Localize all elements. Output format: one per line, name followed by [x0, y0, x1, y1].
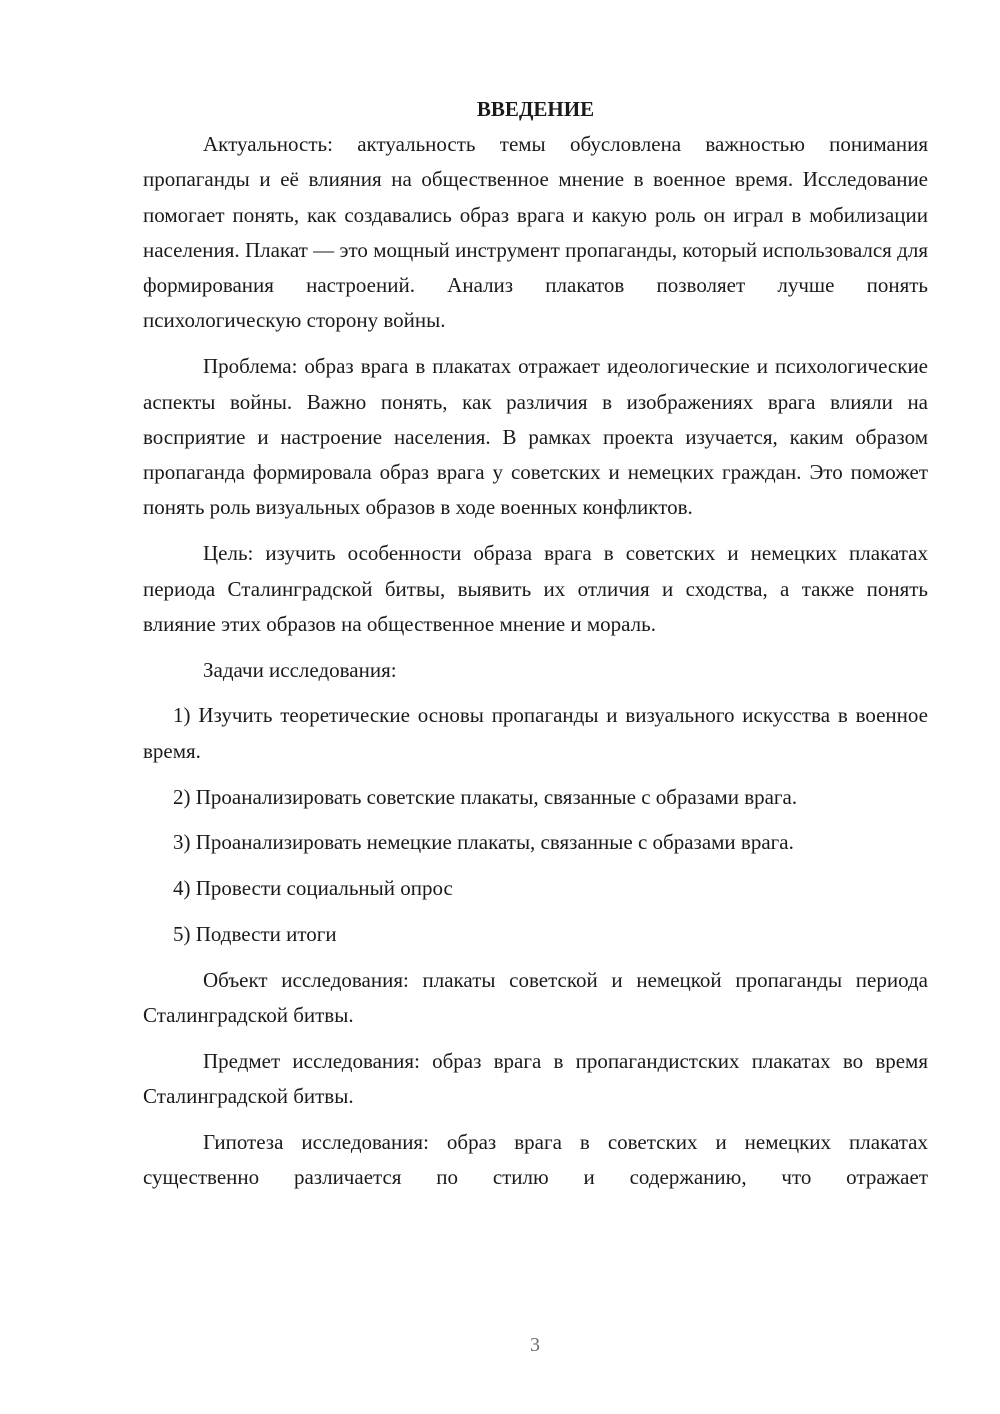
goal-paragraph: Цель: изучить особенности образа врага в советских и немецких плакатах периода Сталинградской битвы, выявить их отличия и сходства, а также понять влияние этих образов на общественное мнение и мораль. — [143, 541, 928, 636]
subject-paragraph: Предмет исследования: образ врага в пропагандистских плакатах во время Сталинградской битвы. — [143, 1048, 928, 1109]
task-item-4: 4) Провести социальный опрос — [173, 876, 453, 901]
document-page — [143, 92, 928, 1196]
page-number: 3 — [530, 1334, 540, 1356]
task-item-2: 2) Проанализировать советские плакаты, связанные с образами врага. — [173, 784, 798, 809]
relevance-paragraph: Актуальность: актуальность темы обусловлена важностью понимания пропаганды и её влияния на общественное мнение в военное время. Исследование помогает понять, как создавались образ врага и какую роль он играл в мобилизации населения. Плакат — это мощный инструмент пропаганды, который использовался для формирования настроений. Анализ плакатов позволяет лучше понять психологическую сторону войны. — [143, 132, 928, 333]
object-paragraph: Объект исследования: плакаты советской и немецкой пропаганды периода Сталинградской битвы. — [143, 967, 928, 1028]
hypothesis-paragraph: Гипотеза исследования: образ врага в советских и немецких плакатах существенно различается по стилю и содержанию, что отражает — [143, 1129, 928, 1190]
task-item-5: 5) Подвести итоги — [173, 921, 337, 946]
document-heading: ВВЕДЕНИЕ — [476, 97, 595, 121]
tasks-title: Задачи исследования: — [203, 657, 397, 682]
task-item-3: 3) Проанализировать немецкие плакаты, связанные с образами врага. — [173, 830, 794, 855]
problem-paragraph: Проблема: образ врага в плакатах отражает идеологические и психологические аспекты войны. Важно понять, как различия в изображениях врага влияли на восприятие и настроение населения. В рамках проекта изучается, каким образом пропаганда формировала образ врага у советских и немецких граждан. Это поможет понять роль визуальных образов в ходе военных конфликтов. — [143, 354, 928, 520]
task-item-1: 1) Изучить теоретические основы пропаганды и визуального искусства в военное время. — [143, 703, 928, 763]
